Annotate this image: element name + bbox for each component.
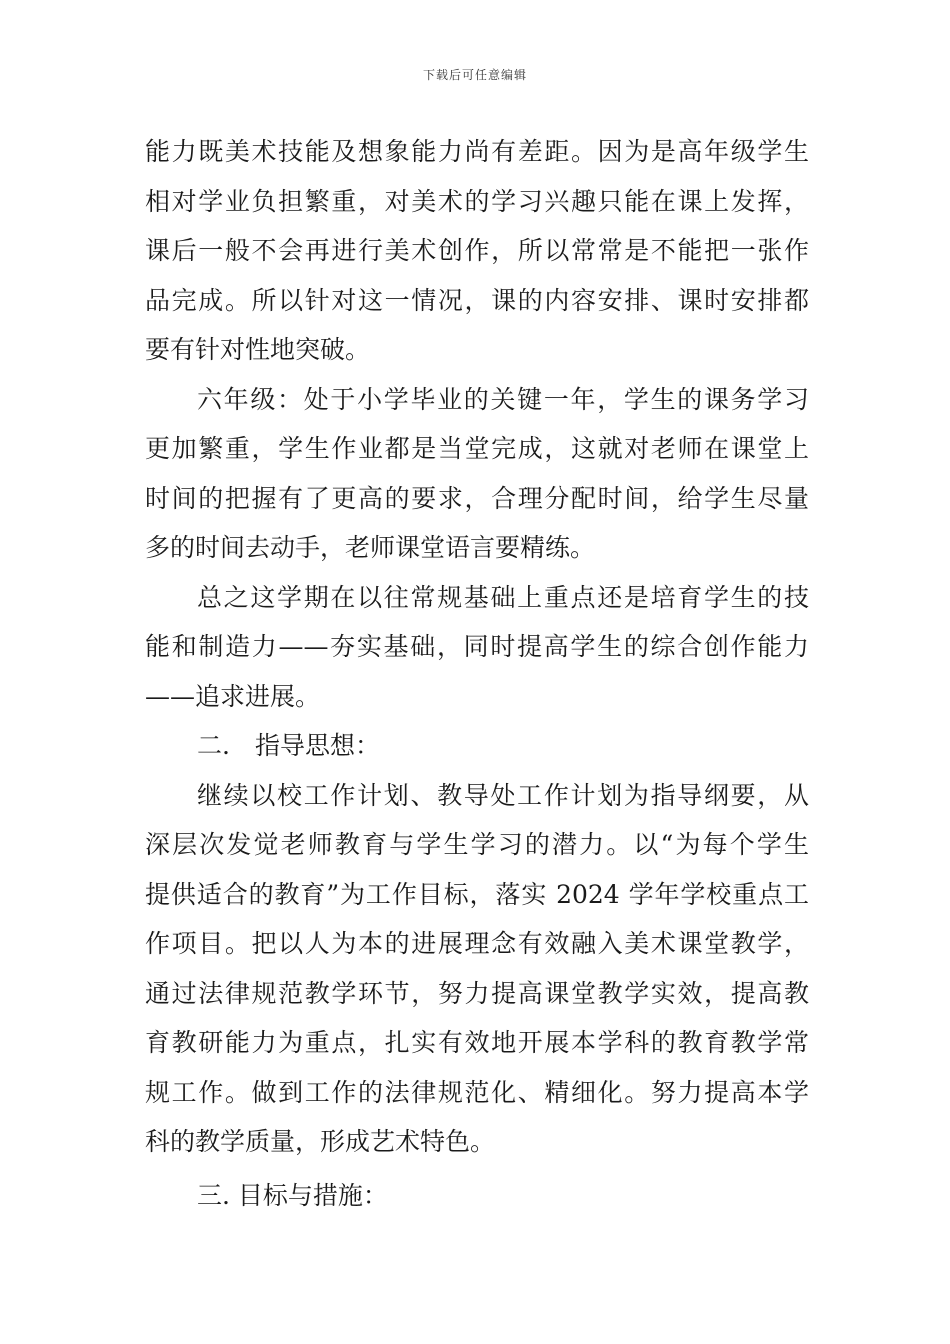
text-line: 深层次发觉老师教育与学生学习的潜力。以“为每个学生	[145, 830, 809, 859]
text-line: 品完成。所以针对这一情况，课的内容安排、课时安排都	[145, 285, 809, 315]
page-header: 下载后可任意编辑	[422, 68, 527, 82]
text-line: 要有针对性地突破。	[145, 335, 371, 364]
text-line: 能和制造力——夯实基础，同时提高学生的综合创作能力	[145, 632, 809, 661]
text-line: ——追求进展。	[145, 681, 321, 711]
paragraph-start-line: 六年级：处于小学毕业的关键一年，学生的课务学习	[197, 384, 809, 414]
text-line: 育教研能力为重点，扎实有效地开展本学科的教育教学常	[145, 1028, 809, 1057]
section-heading: 三. 目标与措施：	[197, 1180, 388, 1210]
text-line: 时间的把握有了更高的要求，合理分配时间，给学生尽量	[145, 483, 809, 513]
text-line: 课后一般不会再进行美术创作，所以常常是不能把一张作	[145, 236, 809, 265]
text-line: 通过法律规范教学环节，努力提高课堂教学实效，提高教	[145, 978, 809, 1008]
text-line: 科的教学质量，形成艺术特色。	[145, 1127, 496, 1156]
paragraph-start-line: 总之这学期在以往常规基础上重点还是培育学生的技	[197, 582, 809, 612]
paragraph-start-line: 继续以校工作计划、教导处工作计划为指导纲要，从	[197, 780, 809, 810]
text-line: 多的时间去动手，老师课堂语言要精练。	[145, 533, 596, 562]
text-line: 提供适合的教育”为工作目标，落实 2024 学年学校重点工	[145, 879, 809, 909]
text-line: 作项目。把以人为本的进展理念有效融入美术课堂教学，	[145, 929, 809, 958]
body-text	[145, 127, 809, 1220]
text-line: 规工作。做到工作的法律规范化、精细化。努力提高本学	[145, 1077, 809, 1107]
text-line: 更加繁重，学生作业都是当堂完成，这就对老师在课堂上	[145, 434, 809, 463]
text-line: 相对学业负担繁重，对美术的学习兴趣只能在课上发挥，	[145, 186, 809, 216]
text-line: 能力既美术技能及想象能力尚有差距。因为是高年级学生	[145, 137, 809, 166]
section-heading: 二. 指导思想：	[197, 731, 380, 760]
